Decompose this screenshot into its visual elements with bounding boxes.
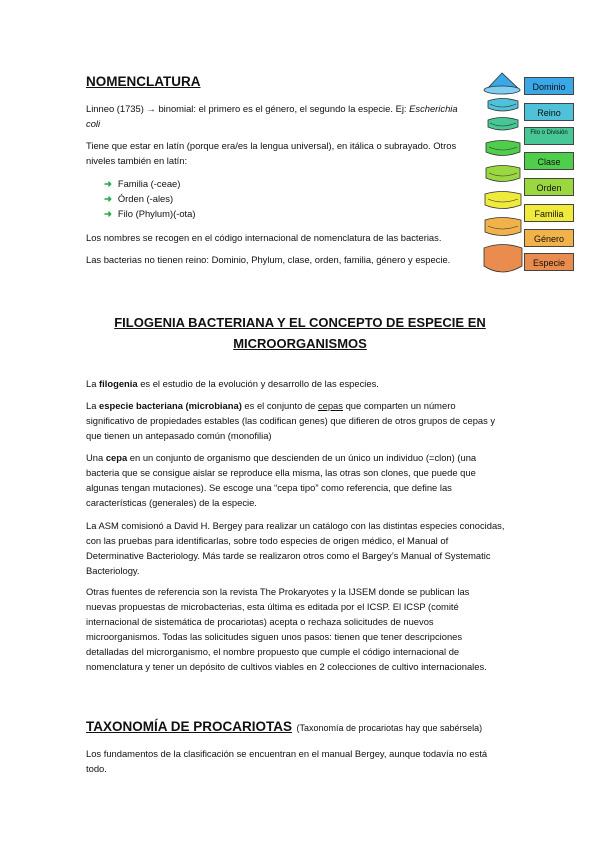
taxonomia-title-note: (Taxonomía de procariotas hay que sabérsela) <box>296 723 483 733</box>
example-species: Escherichia coli <box>86 103 458 129</box>
taxonomy-label-filo: Filo o División <box>524 127 574 145</box>
taxonomia-title: TAXONOMÍA DE PROCARIOTAS <box>86 719 293 734</box>
paragraph-cepa: Una cepa en un conjunto de organismo que descienden de un único un individuo (=clon) (una bacteria que se consigue aislar se reproduce ella misma, las otras son clones, que puede que algunas tengan mutaciones). Se escoge una “cepa tipo” como referencia, que define las características (generales) de la especie. <box>86 452 477 508</box>
arrow-icon: ➜ <box>104 193 112 204</box>
section-title-taxonomia <box>86 718 556 736</box>
filogenia-title-line1: FILOGENIA BACTERIANA Y EL CONCEPTO DE ESPECIE EN <box>114 315 486 330</box>
paragraph-filogenia: La filogenia es el estudio de la evolución y desarrollo de las especies. <box>86 378 379 389</box>
latin-levels-list <box>104 176 195 221</box>
list-item: ➜ Filo (Phylum)(-ota) <box>104 208 196 219</box>
taxonomy-label-clase: Clase <box>524 152 574 170</box>
taxonomy-label-especie: Especie <box>524 253 574 271</box>
taxonomy-funnel-diagram <box>480 70 580 280</box>
arrow-icon: ➜ <box>104 178 112 189</box>
taxonomy-label-orden: Orden <box>524 178 574 196</box>
paragraph-codigo: Los nombres se recogen en el código internacional de nomenclatura de las bacterias. <box>86 232 442 243</box>
paragraph-linneo <box>86 101 466 131</box>
paragraph-reino: Las bacterias no tienen reino: Dominio, Phylum, clase, orden, familia, género y especie. <box>86 254 451 265</box>
list-item: ➜ Familia (-ceae) <box>104 178 181 189</box>
filogenia-title-line2: MICROORGANISMOS <box>233 336 367 351</box>
section-title-nomenclatura: NOMENCLATURA <box>86 74 201 89</box>
paragraph-fundamentos: Los fundamentos de la clasificación se encuentran en el manual Bergey, aunque todavía no está todo. <box>86 748 488 774</box>
paragraph-latin: Tiene que estar en latín (porque era/es la lengua universal), en itálica o subrayado. Otros niveles también en latín: <box>86 140 457 166</box>
arrow-icon: ➜ <box>104 208 112 219</box>
taxonomy-label-reino: Reino <box>524 103 574 121</box>
taxonomy-label-genero: Género <box>524 229 574 247</box>
taxonomy-label-dominio: Dominio <box>524 77 574 95</box>
taxonomy-label-familia: Familia <box>524 204 574 222</box>
paragraph-especie: La especie bacteriana (microbiana) es el conjunto de cepas que comparten un número significativo de propiedades estables (las codifican genes) que difieren de otros grupos de cepas y que tienen un antepasado común (monofilia) <box>86 400 496 441</box>
paragraph-asm: La ASM comisionó a David H. Bergey para realizar un catálogo con las distintas especies conocidas, con las pruebas para identificarlas, sobre todo especies de origen médico, el Manual of Determinative Bacteriology. Más tarde se realizaron otros como el Bargey’s Manual of Systematic Bacteriology. <box>86 520 505 576</box>
binomial-text: → binomial: el primero es el género, el segundo la especie. Ej: <box>146 103 410 114</box>
section-title-filogenia <box>60 312 540 354</box>
linneo-text: Linneo (1735) <box>86 103 147 114</box>
funnel-graphic <box>480 70 525 280</box>
paragraph-fuentes: Otras fuentes de referencia son la revista The Prokaryotes y la IJSEM donde se publican las nuevas propuestas de microbacterias, esta última es editada por el ICSP. El ICSP (comité internacional de sistemática de procariotas) acepta o rechaza solicitudes de nuevos microorganismos. Todas las solicitudes siguen unos pasos: tienen que tener descripciones detalladas del microrganismo, el nombre propuesto que cumple el código internacional de nomenclatura y tener un depósito de cultivos viables en 2 colecciones de cultivo internacionales. <box>86 586 487 672</box>
list-item: ➜ Órden (-ales) <box>104 193 174 204</box>
